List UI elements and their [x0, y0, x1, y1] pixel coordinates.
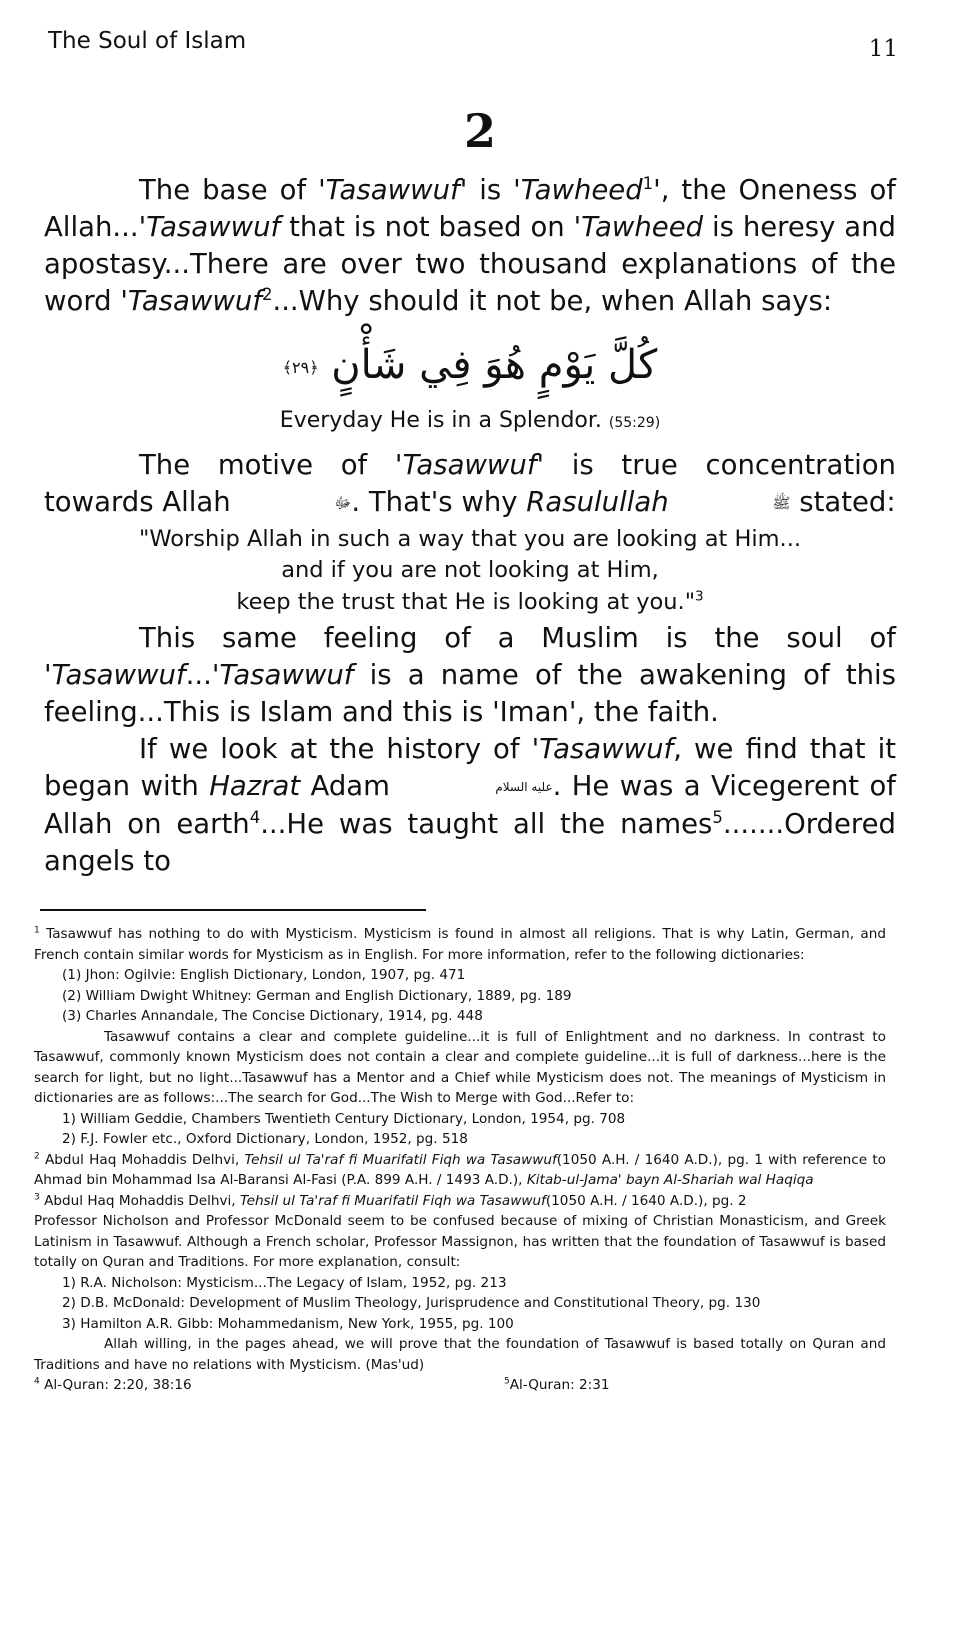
footnote-3-ref-2: 2) D.B. McDonald: Development of Muslim Theology, Jurisprudence and Constitutional Theory, pg. 130	[62, 1295, 761, 1311]
footnote-3: $^3$ Abdul Haq Mohaddis Delhvi, Tehsil ul Ta'raf fi Muarifatil Fiqh wa Tasawwuf(1050 A.H. / 1640 A.D.), pg. 2	[34, 1191, 747, 1209]
footnote-4: $^4$ Al-Quran: 2:20, 38:16	[34, 1376, 192, 1393]
quran-verse	[44, 334, 896, 441]
paragraph-4: If we look at the history of 'Tasawwuf, we find that it began with Hazrat Adam عليه السلام. He was a Vicegerent of Allah on earth$^4$...He was taught all the names$^5$.......Ordered angels to	[44, 733, 897, 877]
footnotes-4-5	[34, 1375, 886, 1396]
footnote-1-ref-2: (2) William Dwight Whitney: German and English Dictionary, 1889, pg. 189	[62, 987, 572, 1004]
footnote-2: $^2$ Abdul Haq Mohaddis Delhvi, Tehsil ul Ta'raf fi Muarifatil Fiqh wa Tasawwuf(1050 A.H. / 1640 A.D.), pg. 1 with reference to Ahmad bin Mohammad Isa Al-Baransi Al-Fasi (P.A. 899 A.H. / 1493 A.D.), Kitab-ul-Jama' bayn Al-Shariah wal Haqiqa	[34, 1150, 886, 1188]
footnote-5: $^5$Al-Quran: 2:31	[504, 1376, 610, 1393]
verse-reference: (55:29)	[608, 415, 661, 431]
footnote-3-text: Professor Nicholson and Professor McDonald seem to be confused because of mixing of Christian Monasticism, and Greek Latinism in Tasawwuf. Although a French scholar, Professor Massignon, has written that the foundation of Tasawwuf is based totally on Quran and Traditions. For more explanation, consult:	[34, 1213, 886, 1270]
main-text	[44, 172, 896, 880]
footnote-1-ref2-1: 1) William Geddie, Chambers Twentieth Century Dictionary, London, 1954, pg. 708	[62, 1110, 626, 1127]
footnote-ref-1[interactable]: 1	[642, 173, 654, 193]
footnote-ref-2[interactable]: 2	[261, 284, 273, 304]
footnote-1: $^1$ Tasawwuf has nothing to do with Mysticism. Mysticism is found in almost all religions. That is why Latin, German, and French contain similar words for Mysticism as in English. For more information, refer to the following dictionaries:	[34, 925, 887, 963]
footnote-1-ref-3: (3) Charles Annandale, The Concise Dictionary, 1914, pg. 448	[62, 1008, 483, 1024]
paragraph-2: The motive of 'Tasawwuf' is true concentration towards Allah ﷻ. That's why Rasulullah ﷺ stated:	[44, 447, 896, 522]
footnote-ref-3[interactable]: 3	[695, 588, 704, 604]
running-title: The Soul of Islam	[48, 28, 247, 54]
page-number: 11	[868, 36, 898, 62]
verse-translation: Everyday He is in a Splendor. (55:29)	[279, 408, 661, 433]
paragraph-3: This same feeling of a Muslim is the soul of 'Tasawwuf...'Tasawwuf is a name of the awakening of this feeling...This is Islam and this is 'Iman', the faith.	[44, 622, 896, 728]
footnote-3-closing: Allah willing, in the pages ahead, we will prove that the foundation of Tasawwuf is based totally on Quran and Traditions and have no relations with Mysticism. (Mas'ud)	[34, 1336, 886, 1373]
footnote-3-ref-3: 3) Hamilton A.R. Gibb: Mohammedanism, New York, 1955, pg. 100	[62, 1315, 514, 1332]
adam-honorific-icon: عليه السلام	[495, 779, 553, 794]
footnote-1-ref2-2: 2) F.J. Fowler etc., Oxford Dictionary, London, 1952, pg. 518	[62, 1131, 468, 1147]
footnotes	[34, 924, 886, 1396]
footnote-divider	[40, 909, 426, 911]
footnote-ref-4[interactable]: 4	[249, 807, 261, 827]
footnote-1-continuation: Tasawwuf contains a clear and complete guideline...it is full of Enlightment and no darkness. In contrast to Tasawwuf, commonly known Mysticism does not contain a clear and complete guideline...it is full of darkness...here is the search for light, but no light...Tasawwuf has a Mentor and a Chief while Mysticism does not. The meanings of Mysticism in dictionaries are as follows:...The search for God...The Wish to Merge with God...Refer to:	[34, 1028, 886, 1106]
footnote-3-ref-1: 1) R.A. Nicholson: Mysticism...The Legacy of Islam, 1952, pg. 213	[62, 1274, 507, 1291]
hadith-quote: "Worship Allah in such a way that you are looking at Him... and if you are not looking at Him, keep the trust that He is looking at you."$^3$	[138, 525, 802, 615]
prophet-honorific-icon: ﷺ	[772, 493, 791, 512]
verse-number: ﴿٢٩﴾	[282, 358, 319, 377]
footnote-1-ref-1: (1) Jhon: Ogilvie: English Dictionary, London, 1907, pg. 471	[62, 967, 466, 983]
footnote-ref-5[interactable]: 5	[712, 807, 723, 827]
arabic-verse-text: كُلَّ يَوْمٍ هُوَ فِي شَأْنٍ ﴿٢٩﴾	[282, 342, 658, 388]
chapter-number: 2	[463, 104, 496, 158]
allah-honorific-icon: ﷻ	[334, 493, 352, 512]
paragraph-1: The base of 'Tasawwuf' is 'Tawheed$^1$', the Oneness of Allah...'Tasawwuf that is not based on 'Tawheed is heresy and apostasy...There are over two thousand explanations of the word 'Tasawwuf$^2$...Why should it not be, when Allah says:	[44, 173, 897, 317]
